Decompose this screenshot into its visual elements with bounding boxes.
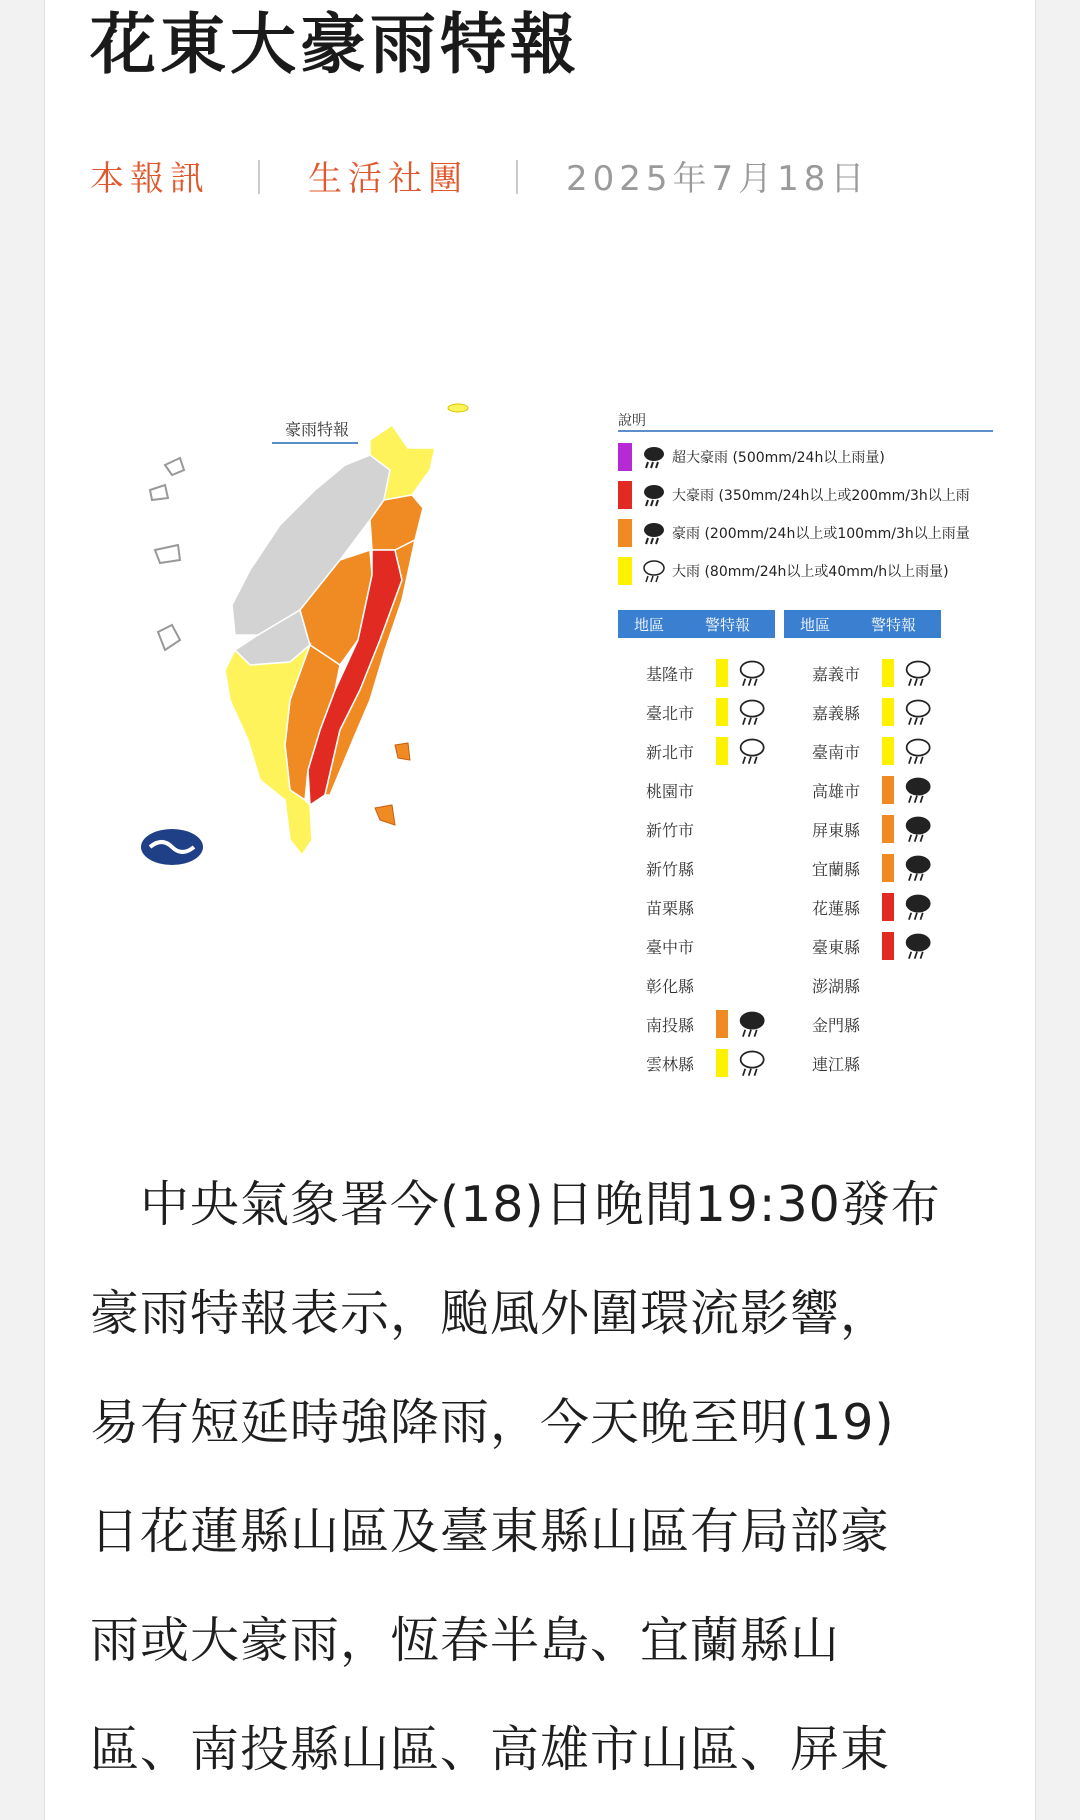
table-header-region: 地區	[633, 615, 664, 634]
region-name: 臺南市	[811, 742, 860, 762]
heavy-rain-icon	[902, 931, 932, 961]
region-row	[776, 658, 932, 688]
legend-label: 豪雨 (200mm/24h以上或100mm/3h以上雨量	[672, 526, 970, 542]
warning-swatch-yellow	[716, 737, 728, 765]
legend-item	[618, 556, 949, 586]
region-row	[610, 697, 766, 727]
rain-icon	[736, 697, 766, 727]
source-link[interactable]: 本報訊	[90, 158, 210, 199]
article-title: 花東大豪雨特報	[90, 6, 580, 83]
legend-swatch-red	[618, 481, 632, 509]
map-island-orange	[395, 743, 410, 760]
region-row	[610, 775, 704, 805]
rain-icon	[902, 658, 932, 688]
heavy-rain-icon	[736, 1009, 766, 1039]
region-row	[610, 853, 704, 883]
warning-swatch-yellow	[716, 659, 728, 687]
region-name: 新北市	[645, 742, 694, 762]
region-row	[610, 736, 766, 766]
warning-swatch-orange	[882, 854, 894, 882]
article-body	[90, 1150, 990, 1804]
meta-separator: ｜	[242, 158, 276, 199]
article-meta	[90, 150, 869, 200]
body-line: 雨或大豪雨，恆春半島、宜蘭縣山	[90, 1612, 841, 1669]
region-row	[776, 1009, 870, 1039]
region-row	[776, 853, 932, 883]
region-row	[610, 970, 704, 1000]
legend-rule	[618, 430, 993, 432]
rain-icon	[902, 736, 932, 766]
body-line: 區、南投縣山區、高雄市山區、屏東	[90, 1721, 891, 1778]
region-name: 嘉義市	[811, 664, 860, 684]
region-row	[776, 892, 932, 922]
region-name: 南投縣	[645, 1015, 694, 1035]
warning-swatch-yellow	[716, 698, 728, 726]
region-row	[776, 970, 870, 1000]
region-name: 宜蘭縣	[811, 859, 860, 879]
warning-swatch-orange	[882, 815, 894, 843]
legend-swatch-purple	[618, 443, 632, 471]
warning-swatch-red	[882, 893, 894, 921]
region-row	[610, 931, 704, 961]
region-name: 臺中市	[645, 937, 694, 957]
region-name: 嘉義縣	[811, 703, 860, 723]
body-line: 中央氣象署今(18)日晚間19:30發布	[90, 1176, 941, 1233]
warning-swatch-yellow	[882, 659, 894, 687]
legend-swatch-yellow	[618, 557, 632, 585]
map-island	[150, 485, 168, 500]
legend-label: 超大豪雨 (500mm/24h以上雨量)	[672, 450, 885, 466]
legend-swatch-orange	[618, 519, 632, 547]
heavy-rain-icon	[640, 444, 666, 470]
heavy-rain-icon	[902, 775, 932, 805]
table-header-warning: 警特報	[704, 615, 750, 634]
legend-title: 說明	[618, 413, 646, 429]
warning-swatch-red	[882, 932, 894, 960]
heavy-rain-icon	[640, 482, 666, 508]
section-link[interactable]: 生活社團	[308, 158, 468, 199]
region-name: 高雄市	[811, 781, 860, 801]
region-name: 澎湖縣	[811, 976, 860, 996]
publish-date: 2025年7月18日	[566, 158, 870, 199]
region-row	[610, 658, 766, 688]
map-island-orange	[375, 805, 395, 825]
heavy-rain-icon	[902, 892, 932, 922]
warning-swatch-yellow	[716, 1049, 728, 1077]
region-row	[610, 892, 704, 922]
warning-swatch-yellow	[882, 698, 894, 726]
body-line: 日花蓮縣山區及臺東縣山區有局部豪	[90, 1503, 891, 1560]
region-row	[776, 1048, 870, 1078]
region-name: 屏東縣	[811, 820, 860, 840]
map-island	[155, 545, 180, 563]
map-label: 豪雨特報	[285, 422, 350, 439]
region-name: 彰化縣	[645, 976, 694, 996]
region-name: 新竹縣	[645, 859, 694, 879]
warning-swatch-yellow	[882, 737, 894, 765]
region-name: 桃園市	[645, 781, 694, 801]
table-header-region: 地區	[799, 615, 830, 634]
table-header-warning: 警特報	[870, 615, 916, 634]
rain-icon	[736, 658, 766, 688]
region-row	[776, 775, 932, 805]
warning-swatch-orange	[716, 1010, 728, 1038]
legend-label: 大豪雨 (350mm/24h以上或200mm/3h以上雨	[672, 488, 970, 504]
region-name: 花蓮縣	[811, 898, 860, 918]
rain-icon	[902, 697, 932, 727]
meta-separator: ｜	[500, 158, 534, 199]
region-name: 苗栗縣	[645, 898, 694, 918]
rain-icon	[736, 736, 766, 766]
body-line: 豪雨特報表示，颱風外圍環流影響，	[90, 1285, 891, 1342]
table-header-right	[784, 610, 941, 638]
region-row	[776, 697, 932, 727]
heavy-rain-icon	[902, 814, 932, 844]
taiwan-warning-map	[140, 400, 610, 960]
region-name: 臺東縣	[811, 937, 860, 957]
map-island	[448, 404, 468, 412]
region-name: 雲林縣	[645, 1054, 694, 1074]
legend-item	[618, 442, 885, 472]
legend-item	[618, 480, 970, 510]
map-island	[165, 458, 184, 475]
body-line: 易有短延時強降雨，今天晚至明(19)	[90, 1394, 895, 1451]
map-island	[158, 625, 180, 650]
table-header-left	[618, 610, 775, 638]
region-name: 基隆市	[645, 664, 694, 684]
rain-icon	[640, 558, 666, 584]
legend-label: 大雨 (80mm/24h以上或40mm/h以上雨量)	[672, 564, 949, 580]
region-row	[610, 1009, 766, 1039]
region-row	[610, 1048, 766, 1078]
legend-item	[618, 518, 970, 548]
region-name: 臺北市	[645, 703, 694, 723]
region-name: 連江縣	[811, 1054, 860, 1074]
region-row	[610, 814, 704, 844]
heavy-rain-icon	[902, 853, 932, 883]
region-name: 金門縣	[811, 1015, 860, 1035]
warning-swatch-orange	[882, 776, 894, 804]
region-row	[776, 931, 932, 961]
region-row	[776, 814, 932, 844]
rain-icon	[736, 1048, 766, 1078]
rain-warning-figure	[140, 400, 1000, 1074]
region-row	[776, 736, 932, 766]
region-name: 新竹市	[645, 820, 694, 840]
heavy-rain-icon	[640, 520, 666, 546]
